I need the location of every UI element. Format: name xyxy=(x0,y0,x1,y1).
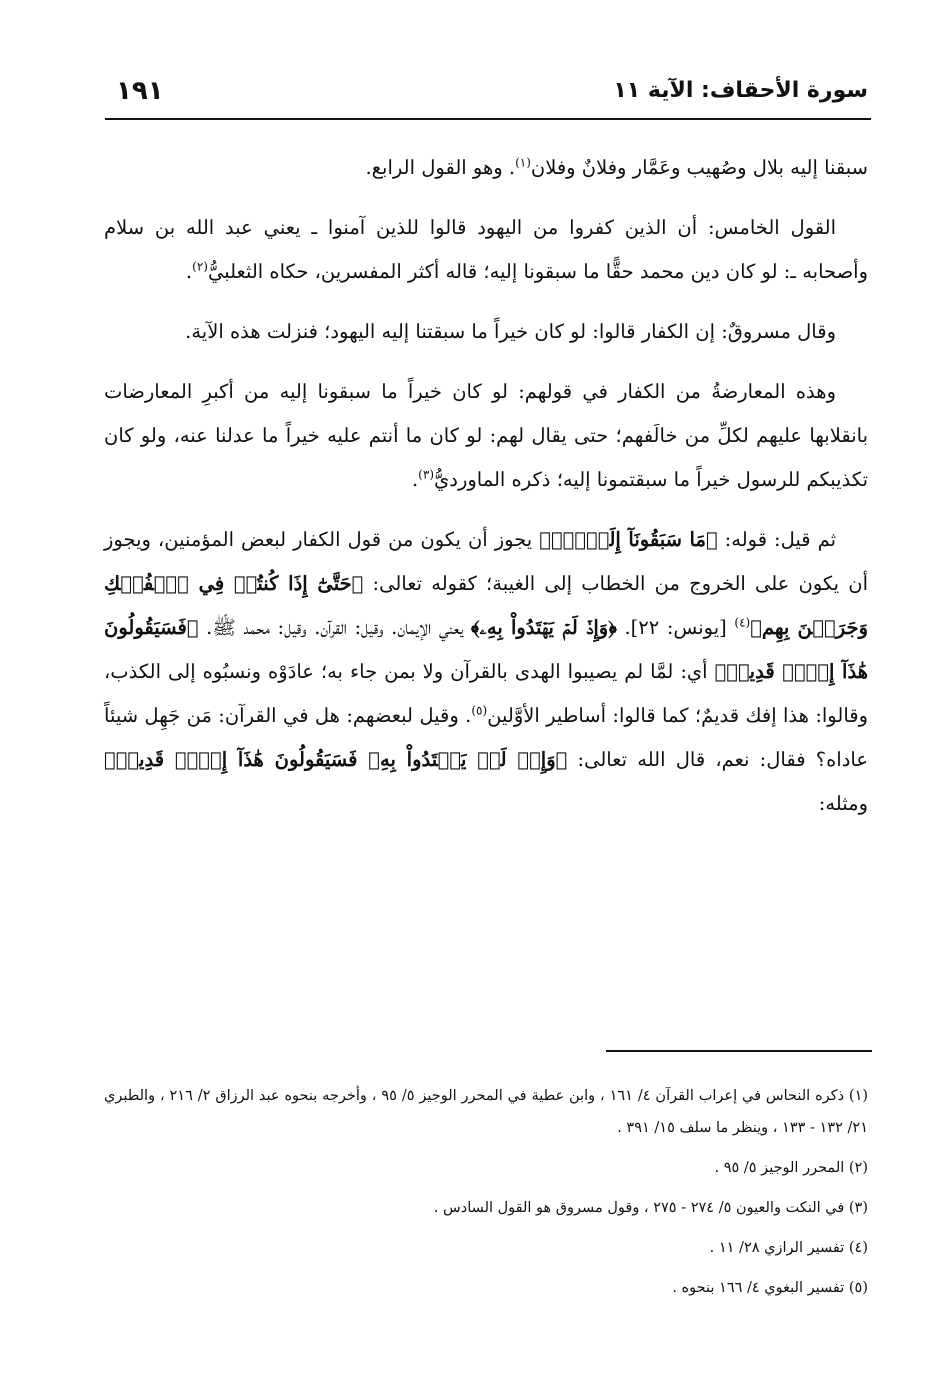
page-number: ١٩١ xyxy=(116,76,164,106)
text-span: يجوز أن يكون من قول الكفار لبعض المؤمنين، ويجوز أن يكون على الخروج من الخطاب إلى الغيبة؛ كقوله تعالى: xyxy=(104,528,869,595)
text-span: ومثله: xyxy=(818,792,868,815)
footnote-divider xyxy=(606,1050,872,1052)
paragraph-3 xyxy=(104,310,868,354)
text-span: وقال مسروقٌ: إن الكفار قالوا: لو كان خيراً ما سبقتنا إليه اليهود؛ فنزلت هذه الآية. xyxy=(185,320,836,343)
footnote-3: (٣) في النكت والعيون ٥/ ٢٧٤ - ٢٧٥ ، وقول مسروق هو القول السادس . xyxy=(433,1200,868,1216)
footnote-2: (٢) المحرر الوجيز ٥/ ٩٥ . xyxy=(714,1160,868,1176)
footnote-ref: (٥) xyxy=(471,703,488,718)
footnote-5: (٥) تفسير البغوي ٤/ ١٦٦ بنحوه . xyxy=(672,1280,868,1296)
header-divider xyxy=(105,118,871,120)
text-span: . xyxy=(411,468,419,491)
footnote-4: (٤) تفسير الرازي ٢٨/ ١١ . xyxy=(709,1240,868,1256)
text-span: . وهو القول الرابع. xyxy=(365,156,516,179)
running-header xyxy=(108,74,868,114)
quran-quote: ﴿فَسَيَقُولُونَ هَٰذَآ إِفۡكٞ قَدِيمٞ﴾ xyxy=(104,616,868,683)
footnote-ref: (٢) xyxy=(192,259,208,274)
quran-quote: ﴿حَتَّىٰٓ إِذَا كُنتُمۡ فِي ٱلۡفُلۡكِ وَجَرَيۡنَ بِهِم﴾ xyxy=(104,572,868,639)
text-span: يعني الإيمان. وقيل: القرآن. وقيل: محمد ﷺ. xyxy=(198,616,471,639)
text-span: أي: لمَّا لم يصيبوا الهدى بالقرآن ولا بمن جاء به؛ عادَوْه ونسبُوه إلى الكذب، وقالوا: هذا إفك قديمٌ؛ كما قالوا: أساطير الأوَّلين xyxy=(104,660,869,727)
footnote-ref: (١) xyxy=(515,155,531,170)
main-text xyxy=(104,146,868,842)
text-span: . xyxy=(185,260,193,283)
text-span: القول الخامس: أن الذين كفروا من اليهود قالوا للذين آمنوا ـ يعني عبد الله بن سلام وأصحابه ـ: لو كان دين محمد حقًّا ما سبقونا إليه؛ قاله أكثر المفسرين، حكاه الثعلبيُّ xyxy=(104,216,868,283)
footnote-ref: (٣) xyxy=(418,467,434,482)
text-span: ثم قيل: قوله: xyxy=(717,528,836,551)
header-title: سورة الأحقاف: الآية ١١ xyxy=(613,78,868,103)
text-span: . وقيل لبعضهم: هل في القرآن: مَن جَهِل شيئاً عاداه؟ فقال: نعم، قال الله تعالى: xyxy=(104,704,868,771)
paragraph-1 xyxy=(104,146,868,190)
text-span: سبقنا إليه بلال وصُهيب وعَمَّار وفلانٌ وفلان xyxy=(530,156,868,179)
footnotes xyxy=(104,1080,868,1312)
text-span: [يونس: ٢٢]. xyxy=(616,616,735,639)
footnote-1: (١) ذكره النحاس في إعراب القرآن ٤/ ١٦١ ، وابن عطية في المحرر الوجيز ٥/ ٩٥ ، وأخرجه بنحوه عبد الرزاق ٢/ ٢١٦ ، والطبري ٢١/ ١٣٢ - ١٣٣ ، وينظر ما سلف ١٥/ ٣٩١ . xyxy=(104,1088,869,1136)
quran-quote: ﴿وَإِذۡ لَمۡ يَهۡتَدُواْ بِهِۦ﴾ xyxy=(470,616,617,639)
quran-quote: ﴿وَإِذۡ لَمۡ يَهۡتَدُواْ بِهِۦ فَسَيَقُولُونَ هَٰذَآ إِفۡكٞ قَدِيمٞ﴾ xyxy=(104,748,568,771)
paragraph-4 xyxy=(104,370,868,502)
paragraph-2 xyxy=(104,206,868,294)
text-span: وهذه المعارضةُ من الكفار في قولهم: لو كان خيراً ما سبقونا إليه من أكبرِ المعارضات بانقلابها عليهم لكلِّ من خالَفهم؛ حتى يقال لهم: لو كان ما أنتم عليه خيراً ما عدلنا عنه، ولو كان تكذيبكم للرسول خيراً ما سبقتمونا إليه؛ ذكره الماورديُّ xyxy=(104,380,868,491)
quran-quote: ﴿مَا سَبَقُونَآ إِلَيۡهِۚ﴾ xyxy=(539,528,718,551)
footnote-ref: (٤) xyxy=(734,615,751,630)
paragraph-5 xyxy=(104,518,868,826)
